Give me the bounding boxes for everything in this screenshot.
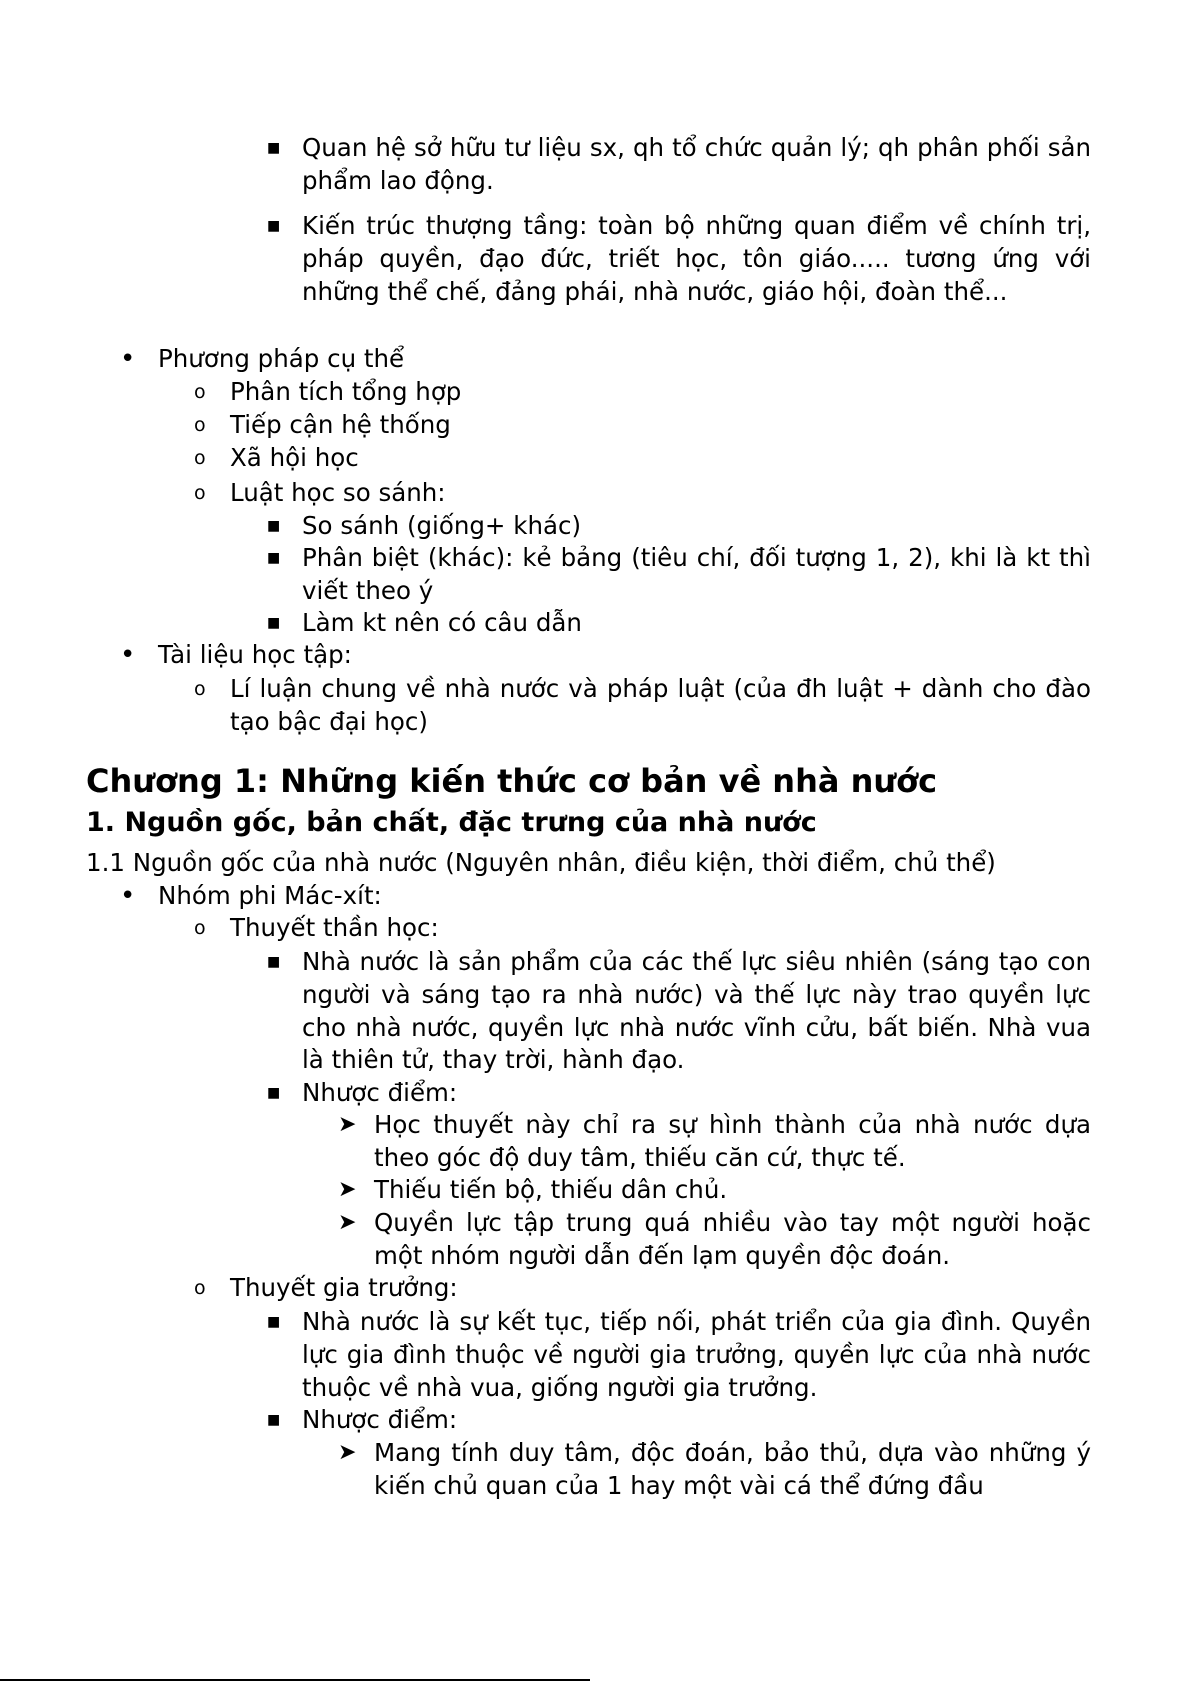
circle-bullet-icon: o: [194, 917, 206, 939]
square-bullet-icon: ■: [267, 1085, 281, 1101]
list-item: [267, 1404, 1091, 1437]
list-item: [338, 1109, 1091, 1175]
square-bullet-icon: ■: [267, 954, 281, 970]
list-item-text: Thuyết thần học:: [230, 913, 439, 942]
list-item: [194, 673, 1091, 739]
list-item-patriarchal: [194, 1272, 1091, 1305]
list-item: [267, 1306, 1091, 1404]
square-bullet-icon: ■: [267, 518, 281, 534]
arrow-bullet-icon: ➤: [338, 1112, 357, 1137]
subsection-title: 1.1 Nguồn gốc của nhà nước (Nguyên nhân, điều kiện, thời điểm, chủ thể): [86, 848, 996, 877]
circle-bullet-icon: o: [194, 414, 206, 436]
circle-bullet-icon: o: [194, 678, 206, 700]
bullet-dot-icon: •: [120, 881, 136, 911]
bullet-dot-icon: •: [120, 344, 136, 374]
list-item-text: Luật học so sánh:: [230, 478, 446, 507]
list-item-text: Nhược điểm:: [302, 1405, 458, 1434]
square-bullet-icon: ■: [267, 550, 281, 566]
circle-bullet-icon: o: [194, 1277, 206, 1299]
list-item-text: Nhóm phi Mác-xít:: [158, 881, 382, 910]
list-item-text: Lí luận chung về nhà nước và pháp luật (của đh luật + dành cho đào tạo bậc đại học): [230, 674, 1091, 736]
list-item-text: Làm kt nên có câu dẫn: [302, 608, 582, 637]
list-item-materials: [120, 639, 1091, 672]
list-item: [194, 376, 1091, 409]
list-item-text: Phương pháp cụ thể: [158, 344, 405, 373]
list-item: [194, 409, 1091, 442]
section-title: 1. Nguồn gốc, bản chất, đặc trưng của nhà nước: [86, 807, 817, 838]
chapter-title: Chương 1: Những kiến thức cơ bản về nhà nước: [86, 762, 938, 800]
list-item-text: Phân biệt (khác): kẻ bảng (tiêu chí, đối tượng 1, 2), khi là kt thì viết theo ý: [302, 543, 1091, 605]
list-item: [267, 946, 1091, 1077]
circle-bullet-icon: o: [194, 447, 206, 469]
list-item-text: Thuyết gia trưởng:: [230, 1273, 458, 1302]
list-item: [194, 442, 1091, 475]
list-item-non-marxist: [120, 880, 1091, 913]
list-item-text: So sánh (giống+ khác): [302, 511, 582, 540]
list-item-theocratic: [194, 912, 1091, 945]
list-item-text: Quan hệ sở hữu tư liệu sx, qh tổ chức quản lý; qh phân phối sản phẩm lao động.: [302, 133, 1091, 195]
list-item-text: Tài liệu học tập:: [158, 640, 352, 669]
square-bullet-icon: ■: [267, 1314, 281, 1330]
footer-divider: [0, 1679, 590, 1681]
arrow-bullet-icon: ➤: [338, 1177, 357, 1202]
list-item-text: Nhà nước là sự kết tục, tiếp nối, phát triển của gia đình. Quyền lực gia đình thuộc về người gia trưởng, quyền lực của nhà nước thuộc về nhà vua, giống người gia trưởng.: [302, 1307, 1091, 1402]
list-item: [267, 132, 1091, 198]
square-bullet-icon: ■: [267, 615, 281, 631]
list-item: [338, 1174, 1091, 1207]
list-item: [267, 210, 1091, 308]
list-item-text: Nhược điểm:: [302, 1078, 458, 1107]
arrow-bullet-icon: ➤: [338, 1440, 357, 1465]
list-item: [338, 1207, 1091, 1273]
list-item-text: Nhà nước là sản phẩm của các thế lực siêu nhiên (sáng tạo con người và sáng tạo ra nhà nước) và thế lực này trao quyền lực cho nhà nước, quyền lực nhà nước vĩnh cửu, bất biến. Nhà vua là thiên tử, thay trời, hành đạo.: [302, 947, 1091, 1075]
list-item-text: Mang tính duy tâm, độc đoán, bảo thủ, dựa vào những ý kiến chủ quan của 1 hay một vài cá thể đứng đầu: [374, 1438, 1091, 1500]
square-bullet-icon: ■: [267, 218, 281, 234]
list-item-text: Học thuyết này chỉ ra sự hình thành của nhà nước dựa theo góc độ duy tâm, thiếu căn cứ, thực tế.: [374, 1110, 1091, 1172]
list-item: [267, 1077, 1091, 1110]
square-bullet-icon: ■: [267, 140, 281, 156]
list-item-methods: [120, 343, 1091, 376]
circle-bullet-icon: o: [194, 482, 206, 504]
bullet-dot-icon: •: [120, 640, 136, 670]
list-item: [194, 477, 1091, 510]
list-item: [267, 607, 1091, 640]
list-item-text: Phân tích tổng hợp: [230, 377, 462, 406]
square-bullet-icon: ■: [267, 1412, 281, 1428]
list-item-text: Xã hội học: [230, 443, 359, 472]
arrow-bullet-icon: ➤: [338, 1210, 357, 1235]
list-item-text: Thiếu tiến bộ, thiếu dân chủ.: [374, 1175, 728, 1204]
circle-bullet-icon: o: [194, 381, 206, 403]
list-item-text: Quyền lực tập trung quá nhiều vào tay một người hoặc một nhóm người dẫn đến lạm quyền độc đoán.: [374, 1208, 1091, 1270]
list-item-text: Kiến trúc thượng tầng: toàn bộ những quan điểm về chính trị, pháp quyền, đạo đức, triết học, tôn giáo..... tương ứng với những thể chế, đảng phái, nhà nước, giáo hội, đoàn thể...: [302, 211, 1091, 306]
list-item-text: Tiếp cận hệ thống: [230, 410, 451, 439]
list-item: [338, 1437, 1091, 1503]
list-item: [267, 510, 1091, 543]
list-item: [267, 542, 1091, 608]
